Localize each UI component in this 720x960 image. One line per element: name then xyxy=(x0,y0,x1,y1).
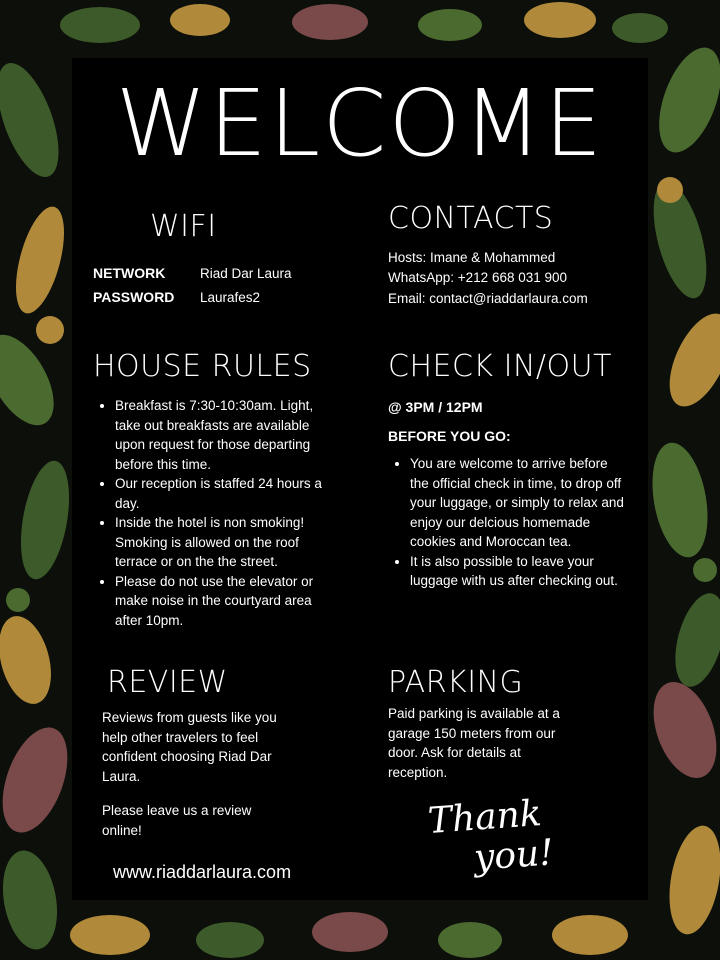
info-panel xyxy=(72,58,648,900)
checkinout-times: @ 3PM / 12PM xyxy=(388,399,483,415)
page-title: WELCOME xyxy=(115,70,605,177)
contact-hosts: Hosts: Imane & Mohammed xyxy=(388,250,556,265)
list-item: • It is also possible to leave your luggage with us after checking out. xyxy=(410,552,628,591)
checkinout-heading: CHECK IN/OUT xyxy=(388,349,612,384)
parking-heading: PARKING xyxy=(388,665,524,700)
list-item: • Please do not use the elevator or make noise in the courtyard area after 10pm. xyxy=(115,572,339,631)
website-link[interactable]: www.riaddarlaura.com xyxy=(113,862,292,882)
list-item: • Our reception is staffed 24 hours a day. xyxy=(115,474,339,513)
list-item: • Breakfast is 7:30-10:30am. Light, take out breakfasts are available upon request for those departing before this time. xyxy=(115,396,339,474)
network-label: NETWORK xyxy=(93,265,166,281)
review-request: Please leave us a review online! xyxy=(102,803,252,838)
network-value: Riad Dar Laura xyxy=(200,266,292,281)
thank-you-line1: Thank xyxy=(426,793,543,842)
checkinout-list xyxy=(388,454,628,591)
review-heading: REVIEW xyxy=(107,665,228,700)
review-text: Reviews from guests like you help other travelers to feel confident choosing Riad Dar Laura. xyxy=(102,710,277,784)
wifi-heading: WIFI xyxy=(150,209,217,244)
parking-text: Paid parking is available at a garage 150 meters from our door. Ask for details at reception. xyxy=(388,706,560,780)
password-label: PASSWORD xyxy=(93,289,175,305)
house-rules-list xyxy=(93,396,339,630)
list-item: • You are welcome to arrive before the official check in time, to drop off your luggage, or simply to relax and enjoy our delcious homemade cookies and Moroccan tea. xyxy=(410,454,628,552)
house-rules-heading: HOUSE RULES xyxy=(93,349,312,384)
thank-you-line2: you! xyxy=(472,832,555,879)
contact-whatsapp: WhatsApp: +212 668 031 900 xyxy=(388,270,568,285)
contacts-heading: CONTACTS xyxy=(388,201,554,236)
password-value: Laurafes2 xyxy=(200,290,261,305)
list-item: • Inside the hotel is non smoking! Smoking is allowed on the roof terrace or on the the street. xyxy=(115,513,339,572)
contact-email: Email: contact@riaddarlaura.com xyxy=(388,291,588,306)
before-you-go-label: BEFORE YOU GO: xyxy=(388,428,511,444)
